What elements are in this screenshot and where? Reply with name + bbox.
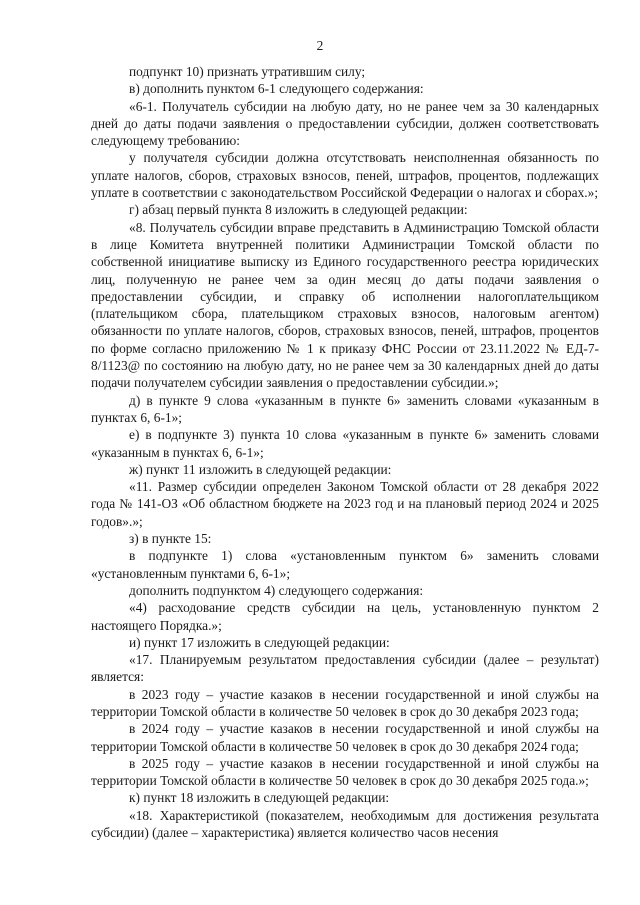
paragraph: подпункт 10) признать утратившим силу;	[129, 64, 366, 79]
paragraph: «8. Получатель субсидии вправе представить в Администрацию Томской области в лице Комитета внутренней политики Администрации Томской области по собственной инициативе выписку из Единого государственного реестра юридических лиц, полученную не ранее чем за один месяц до даты подачи заявления о предоставлении субсидии, и справку об исполнении налогоплательщиком (плательщиком сбора, плательщиком страховых взносов, налоговым агентом) обязанности по уплате налогов, сборов, страховых взносов, пеней, штрафов, процентов по форме согласно приложению № 1 к приказу ФНС России от 23.11.2022 № ЕД-7-8/1123@ по состоянию на любую дату, но не ранее чем за 30 календарных дней до даты подачи получателем субсидии заявления о предоставлении субсидии.»;	[91, 219, 599, 391]
paragraph: дополнить подпунктом 4) следующего содержания:	[129, 582, 424, 598]
paragraph: в 2025 году – участие казаков в несении государственной и иной службы на территории Томской области в количестве 50 человек в срок до 30 декабря 2025 года.»;	[91, 755, 599, 789]
paragraph: «6-1. Получатель субсидии на любую дату, но не ранее чем за 30 календарных дней до даты подачи заявления о предоставлении субсидии, должен соответствовать следующему требованию:	[91, 98, 599, 149]
paragraph: в) дополнить пунктом 6-1 следующего содержания:	[129, 81, 424, 97]
paragraph: в 2024 году – участие казаков в несении государственной и иной службы на территории Томской области в количестве 50 человек в срок до 30 декабря 2024 года;	[91, 721, 599, 754]
document-body	[91, 63, 599, 841]
paragraph: и) пункт 17 изложить в следующей редакции:	[129, 634, 390, 650]
paragraph: «4) расходование средств субсидии на цель, установленную пунктом 2 настоящего Порядка.»;	[91, 600, 599, 633]
paragraph: к) пункт 18 изложить в следующей редакции:	[129, 790, 390, 806]
paragraph: з) в пункте 15:	[129, 531, 212, 547]
paragraph: «17. Планируемым результатом предоставления субсидии (далее – результат) является:	[91, 652, 599, 685]
paragraph: у получателя субсидии должна отсутствовать неисполненная обязанность по уплате налогов, сборов, страховых взносов, пеней, штрафов, процентов, подлежащих уплате в соответствии с законодательством Российской Федерации о налогах и сборах.»;	[91, 150, 599, 201]
paragraph: д) в пункте 9 слова «указанным в пункте 6» заменить словами «указанным в пунктах 6, 6-1»;	[91, 392, 599, 425]
paragraph: в 2023 году – участие казаков в несении государственной и иной службы на территории Томской области в количестве 50 человек в срок до 30 декабря 2023 года;	[91, 686, 599, 719]
page-number: 2	[316, 38, 324, 53]
paragraph: «18. Характеристикой (показателем, необходимым для достижения результата субсидии) (далее – характеристика) является количество часов несения	[91, 807, 599, 841]
paragraph: г) абзац первый пункта 8 изложить в следующей редакции:	[129, 202, 468, 218]
paragraph: е) в подпункте 3) пункта 10 слова «указанным в пункте 6» заменить словами «указанным в пунктах 6, 6-1»;	[91, 427, 599, 460]
paragraph: ж) пункт 11 изложить в следующей редакции:	[129, 461, 392, 477]
paragraph: «11. Размер субсидии определен Законом Томской области от 28 декабря 2022 года № 141-ОЗ «Об областном бюджете на 2023 год и на плановый период 2024 и 2025 годов».»;	[91, 479, 599, 529]
paragraph: в подпункте 1) слова «установленным пунктом 6» заменить словами «установленным пунктами 6, 6-1»;	[91, 548, 599, 581]
